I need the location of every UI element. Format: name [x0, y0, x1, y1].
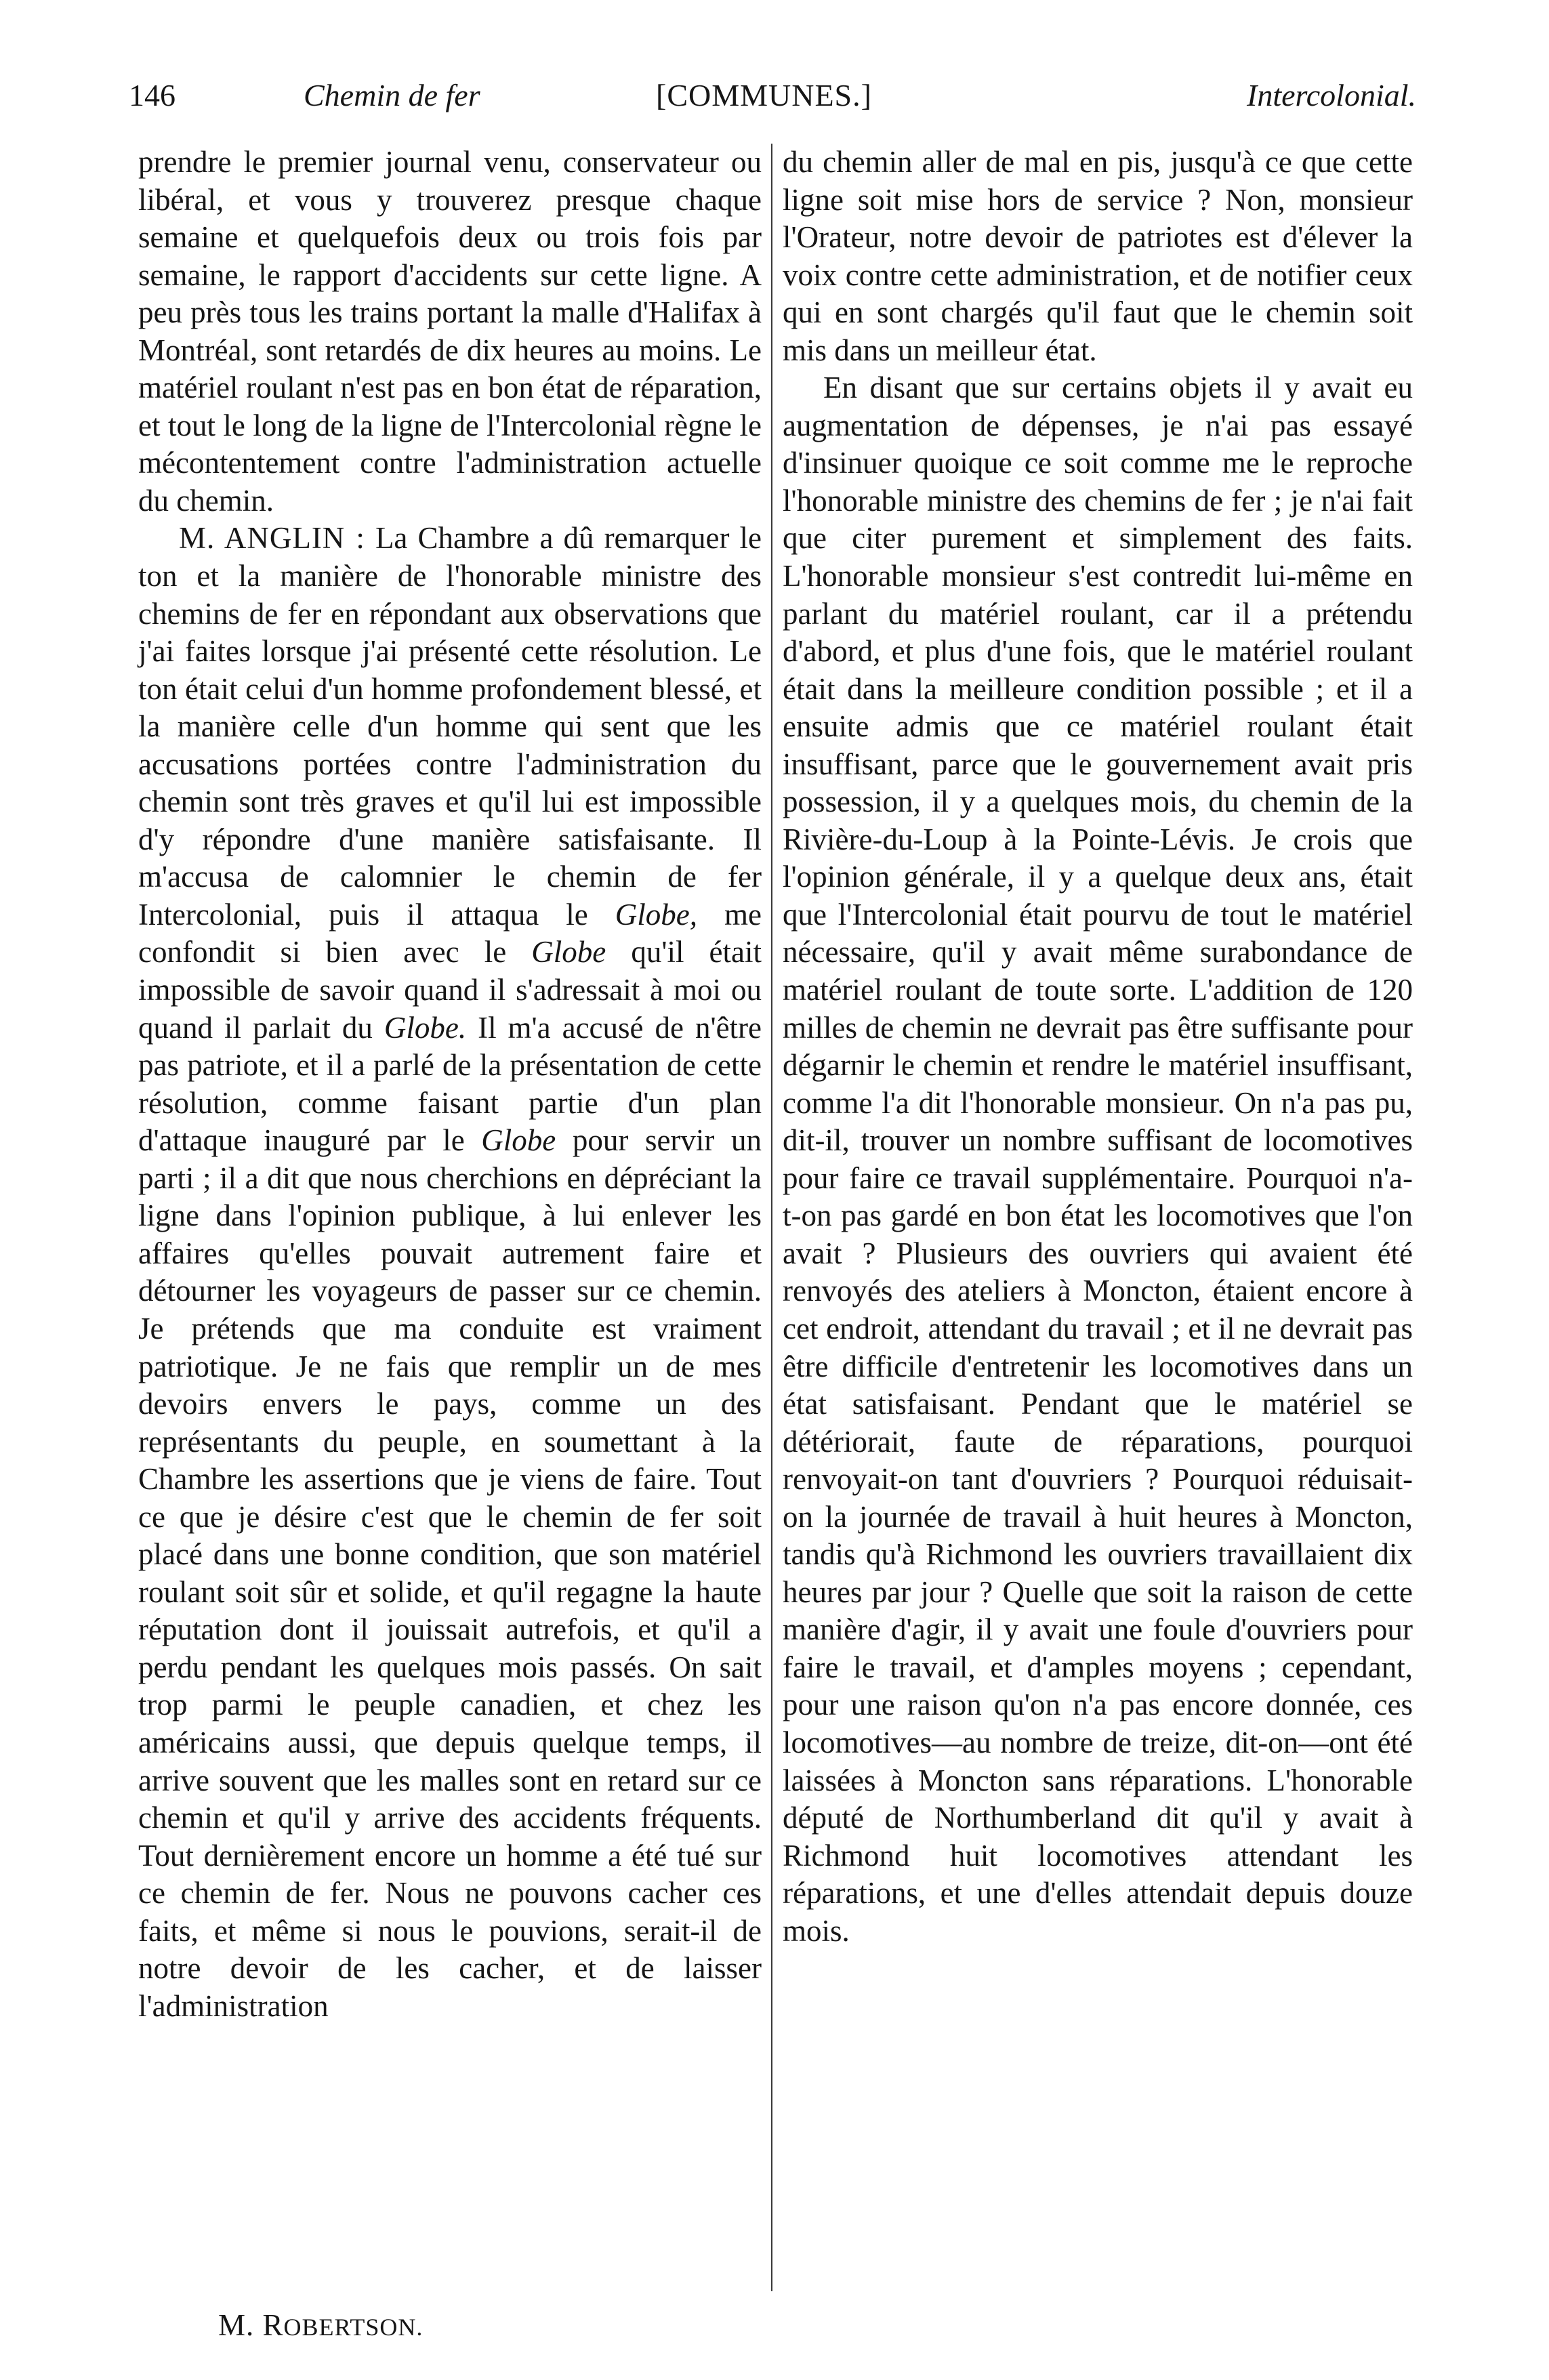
globe-ref-1: Globe, — [615, 897, 697, 932]
globe-ref-2: Globe — [531, 935, 606, 969]
right-column — [783, 144, 1413, 1950]
page-number: 146 — [129, 78, 175, 112]
running-head — [129, 71, 1416, 120]
header-right-title: Intercolonial. — [1247, 78, 1416, 112]
column-divider — [771, 144, 772, 2291]
speech-text-c: qu'il était impossible de savoir quand il s'adressait à moi ou quand il parlait du — [138, 935, 762, 1045]
right-paragraph-2: En disant que sur certains objets il y avait eu augmentation de dépenses, je n'ai pas essayé d'insinuer quoique ce soit comme me le reproche l'honorable ministre des chemins de fer ; je n'ai fait que citer purement et simplement des faits. L'honorable monsieur s'est contredit lui-même en parlant du matériel roulant, car il a prétendu d'abord, et plus d'une fois, que le matériel roulant était dans la meilleure condition possible ; et il a ensuite admis que ce matériel roulant était insuffisant, parce que le gouvernement avait pris possession, il y a quelques mois, du chemin de la Rivière-du-Loup à la Pointe-Lévis. Je crois que l'opinion générale, il y a quelque deux ans, était que l'Intercolonial était pourvu de tout le matériel nécessaire, qu'il y avait même surabondance de matériel roulant de toute sorte. L'addition de 120 milles de chemin ne devrait pas être suffisante pour dégarnir le chemin et rendre le matériel insuffisant, comme l'a dit l'honorable monsieur. On n'a pas pu, dit-il, trouver un nombre suffisant de locomotives pour faire ce travail supplémentaire. Pourquoi n'a-t-on pas gardé en bon état les locomotives que l'on avait ? Plusieurs des ouvriers qui avaient été renvoyés des ateliers à Moncton, étaient encore à cet endroit, attendant du travail ; et il ne devrait pas être difficile d'entretenir les locomotives dans un état satisfaisant. Pendant que le matériel se détériorait, faute de réparations, pourquoi renvoyait-on tant d'ouvriers ? Pourquoi réduisait-on la journée de travail à huit heures à Moncton, tandis qu'à Richmond les ouvriers travaillaient dix heures par jour ? Quelle que soit la raison de cette manière d'agir, il y avait une foule d'ouvriers pour faire le travail, et d'amples moyens ; cependant, pour une raison qu'on n'a pas encore donnée, ces locomotives—au nombre de treize, dit-on—ont été laissées à Moncton sans réparations. L'honorable député de Northumberland dit qu'il y avait à Richmond huit locomotives attendant les réparations, et une d'elles attendait depuis douze mois. — [783, 371, 1413, 1948]
left-column — [138, 144, 762, 2025]
speech-text-d: Il m'a accusé de n'être pas patriote, et il a parlé de la présentation de cette résolution, comme faisant partie d'un plan d'attaque inauguré par le — [138, 1010, 762, 1158]
speaker-small-caps: OBERTSON. — [283, 2314, 424, 2341]
speech-text-e: pour servir un parti ; il a dit que nous cherchions en dépréciant la ligne dans l'opinion publique, à lui enlever les affaires qu'elles pouvait autrement faire et détourner les voyageurs de passer sur ce chemin. Je prétends que ma conduite est vraiment patriotique. Je ne fais que remplir un de mes devoirs envers le pays, comme un des représentants du peuple, en soumettant à la Chambre les assertions que je viens de faire. Tout ce que je désire c'est que le chemin de fer soit placé dans une bonne condition, que son matériel roulant soit sûr et solide, et qu'il regagne la haute réputation dont il jouissait autrefois, et qu'il a perdu pendant les quelques mois passés. On sait trop parmi le peuple canadien, et chez les américains aussi, que depuis quelque temps, il arrive souvent que les malles sont en retard sur ce chemin et qu'il y arrive des accidents fréquents. Tout dernièrement encore un homme a été tué sur ce chemin de fer. Nous ne pouvons cacher ces faits, et même si nous le pouvions, serait-il de notre devoir de les cacher, et de laisser l'administration — [138, 1123, 762, 2023]
header-center-title: [COMMUNES.] — [656, 78, 872, 112]
speaker-anglin: M. ANGLIN : — [179, 521, 365, 556]
header-left-title: Chemin de fer — [304, 78, 480, 112]
globe-ref-4: Globe — [481, 1123, 556, 1158]
speaker-prefix: M. R — [218, 2308, 284, 2342]
left-paragraph-2 — [138, 520, 762, 2025]
right-paragraph-1: du chemin aller de mal en pis, jusqu'à ce que cette ligne soit mise hors de service ? Non, monsieur l'Orateur, notre devoir de patriotes est d'élever la voix contre cette administration, et de notifier ceux qui en sont chargés qu'il faut que le chemin soit mis dans un meilleur état. — [783, 145, 1413, 367]
speech-text-b: me confondit si bien avec le — [138, 897, 762, 969]
speech-text-a: La Chambre a dû remarquer le ton et la manière de l'honorable ministre des chemins de fer en répondant aux observations que j'ai faites lorsque j'ai présenté cette résolution. Le ton était celui d'un homme profondement blessé, et la manière celle d'un homme qui sent que les accusations portées contre l'administration du chemin sont très graves et qu'il lui est impossible d'y répondre d'une manière satisfaisante. Il m'accusa de calomnier le chemin de fer Intercolonial, puis il attaqua le — [138, 521, 762, 932]
next-speaker-robertson — [218, 2305, 423, 2347]
globe-ref-3: Globe. — [384, 1010, 467, 1045]
left-paragraph-1: prendre le premier journal venu, conservateur ou libéral, et vous y trouverez presque chaque semaine et quelquefois deux ou trois fois par semaine, le rapport d'accidents sur cette ligne. A peu près tous les trains portant la malle d'Halifax à Montréal, sont retardés de dix heures au moins. Le matériel roulant n'est pas en bon état de réparation, et tout le long de la ligne de l'Intercolonial règne le mécontentement contre l'administration actuelle du chemin. — [138, 145, 762, 518]
